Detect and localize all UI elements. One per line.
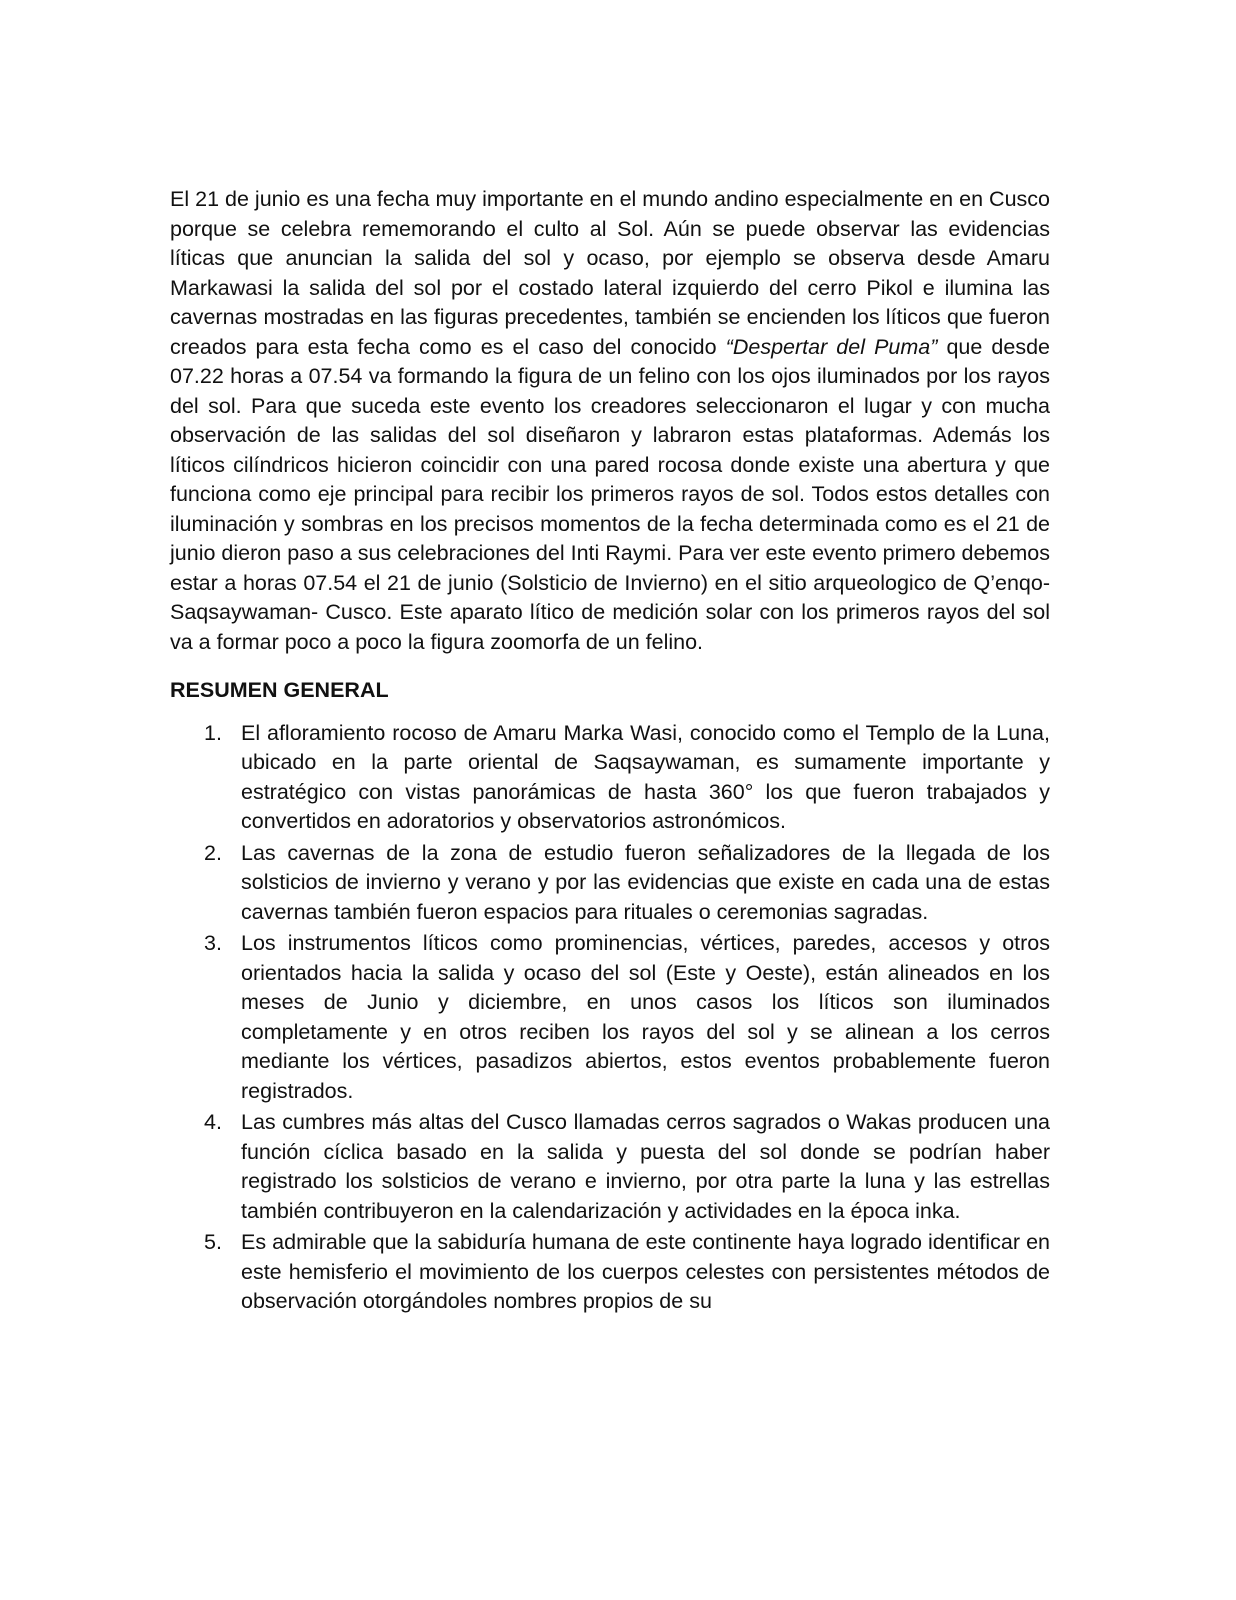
intro-italic-title: “Despertar del Puma”	[725, 334, 938, 359]
summary-item-5	[170, 1228, 1050, 1317]
list-item-text: Las cavernas de la zona de estudio fueron señalizadores de la llegada de los solsticios de invierno y verano y por las evidencias que existe en cada una de estas cavernas también fueron espacios para rituales o ceremonias sagradas.	[241, 840, 1050, 924]
intro-text-part1: El 21 de junio es una fecha muy importante en el mundo andino especialmente en en Cusco porque se celebra rememorando el culto al Sol. Aún se puede observar las evidencias líticas que anuncian la salida del sol y ocaso, por ejemplo se observa desde Amaru Markawasi la salida del sol por el costado lateral izquierdo del cerro Pikol e ilumina las cavernas mostradas en las figuras precedentes, también se encienden los líticos que fueron creados para esta fecha como es el caso del conocido	[170, 187, 1050, 359]
list-number: 1.	[204, 720, 222, 745]
list-item-text: Es admirable que la sabiduría humana de este continente haya logrado identificar en este hemisferio el movimiento de los cuerpos celestes con persistentes métodos de observación otorgándoles nombres propios de su	[241, 1230, 1050, 1313]
intro-text-part2: que desde 07.22 horas a 07.54 va formando la figura de un felino con los ojos iluminados por los rayos del sol. Para que suceda este evento los creadores seleccionaron el lugar y con mucha observación de las salidas del sol diseñaron y labraron estas plataformas. Además los líticos cilíndricos hicieron coincidir con una pared rocosa donde existe una abertura y que funciona como eje principal para recibir los primeros rayos de sol. Todos estos detalles con iluminación y sombras en los precisos momentos de la fecha determinada como es el 21 de junio dieron paso a sus celebraciones del Inti Raymi. Para ver este evento primero debemos estar a horas 07.54 el 21 de junio (Solsticio de Invierno) en el sitio arqueologico de Q’enqo-Saqsaywaman- Cusco. Este aparato lítico de medición solar con los primeros rayos del sol va a formar poco a poco la figura zoomorfa de un felino.	[170, 334, 1051, 654]
list-item-text: Las cumbres más altas del Cusco llamadas cerros sagrados o Wakas producen una función cíclica basado en la salida y puesta del sol donde se podrían haber registrado los solsticios de verano e invierno, por otra parte la luna y las estrellas también contribuyeron en la calendarización y actividades en la época inka.	[241, 1110, 1050, 1223]
summary-item-4	[170, 1108, 1050, 1226]
page-content	[170, 185, 1050, 1319]
list-item-text: El afloramiento rocoso de Amaru Marka Wasi, conocido como el Templo de la Luna, ubicado en la parte oriental de Saqsaywaman, es sumamente importante y estratégico con vistas panorámicas de hasta 360° los que fueron trabajados y convertidos en adoratorios y observatorios astronómicos.	[241, 720, 1050, 833]
list-number: 5.	[204, 1230, 222, 1254]
list-number: 2.	[204, 840, 222, 865]
intro-paragraph	[170, 185, 1050, 657]
summary-item-1	[170, 719, 1050, 837]
list-number: 4.	[204, 1110, 222, 1134]
summary-item-2	[170, 839, 1050, 928]
summary-item-3	[170, 929, 1050, 1106]
section-heading: RESUMEN GENERAL	[170, 678, 389, 702]
summary-list	[170, 719, 1050, 1317]
list-number: 3.	[204, 931, 222, 955]
list-item-text: Los instrumentos líticos como prominencias, vértices, paredes, accesos y otros orientados hacia la salida y ocaso del sol (Este y Oeste), están alineados en los meses de Junio y diciembre, en unos casos los líticos son iluminados completamente y en otros reciben los rayos del sol y se alinean a los cerros mediante los vértices, pasadizos abiertos, estos eventos probablemente fueron registrados.	[241, 931, 1050, 1103]
